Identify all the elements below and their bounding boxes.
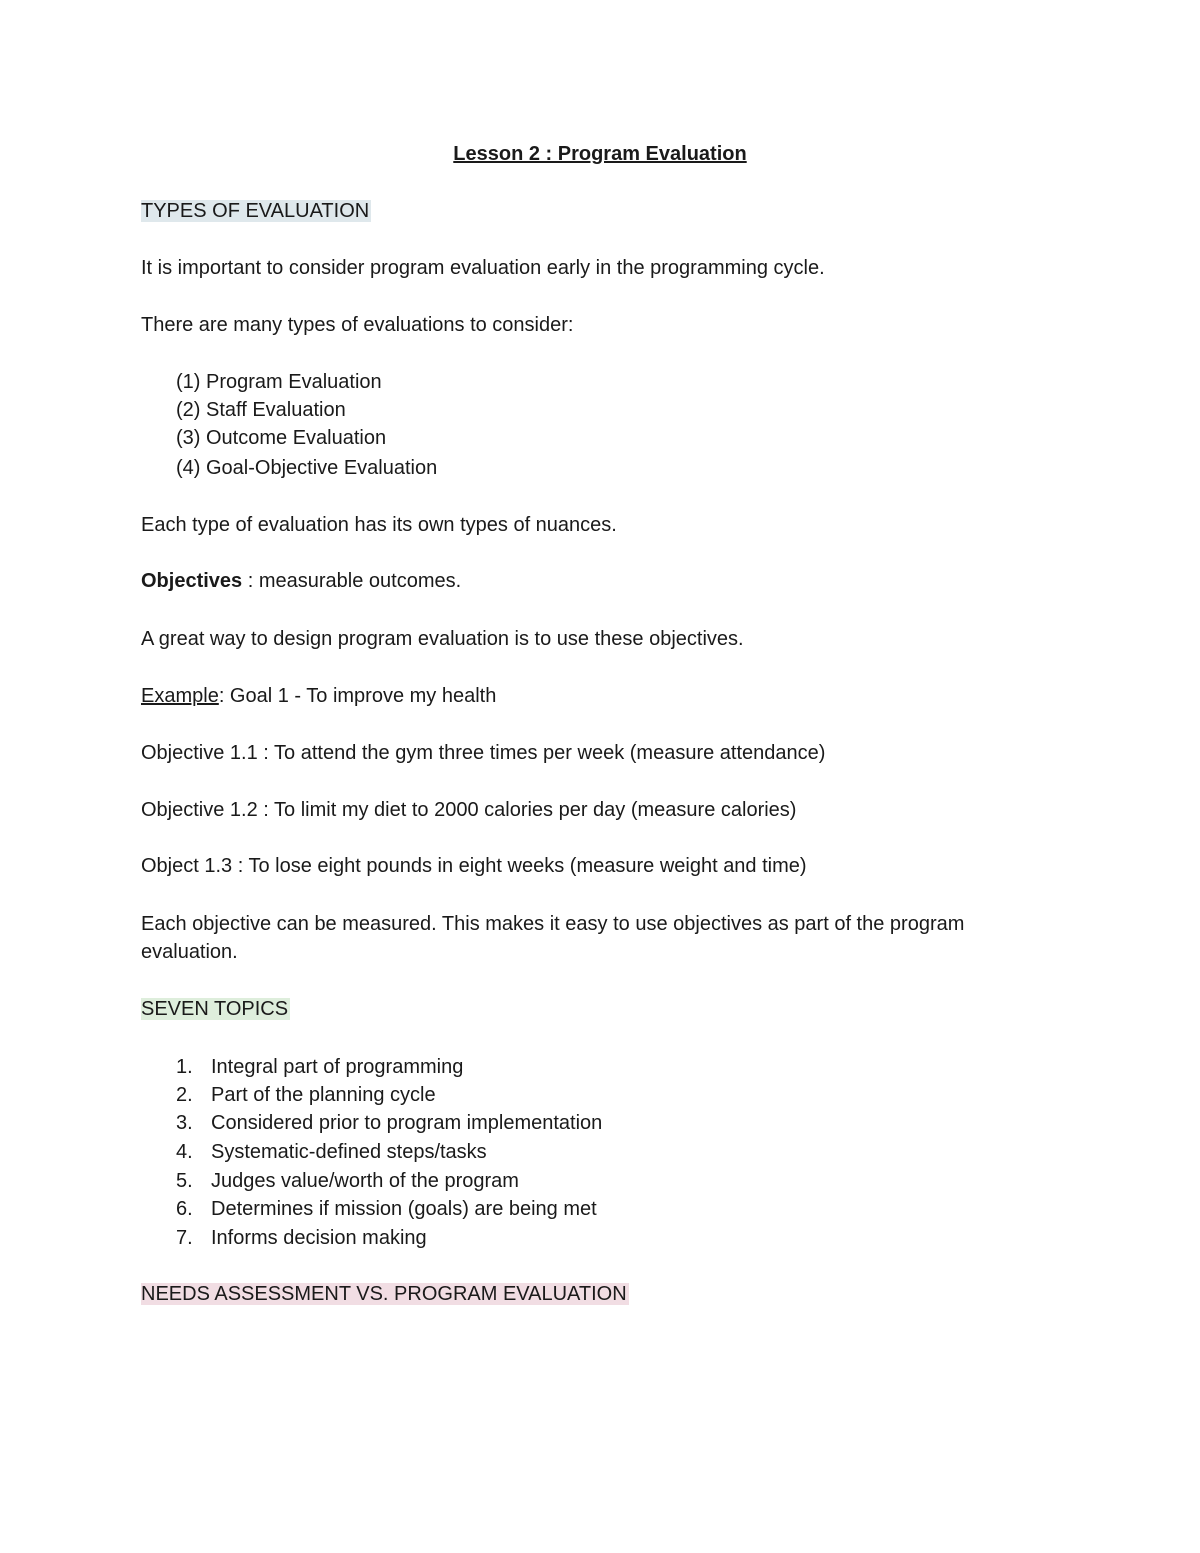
section-heading-needs-assessment: [141, 1280, 629, 1308]
topic-text: Systematic-defined steps/tasks: [211, 1141, 487, 1163]
paragraph-objectives-definition: [141, 567, 461, 595]
section-heading-needs-assessment-text: NEEDS ASSESSMENT VS. PROGRAM EVALUATION: [141, 1283, 627, 1305]
topic-item: [176, 1224, 427, 1252]
paragraph-nuances: Each type of evaluation has its own types of nuances.: [141, 514, 617, 536]
objective-1-3: Object 1.3 : To lose eight pounds in eight weeks (measure weight and time): [141, 855, 807, 877]
paragraph-measured-line2: evaluation.: [141, 941, 238, 963]
topic-number: 1.: [176, 1056, 193, 1078]
list-item-type-2: (2) Staff Evaluation: [176, 399, 346, 421]
list-item-type-3: (3) Outcome Evaluation: [176, 427, 387, 449]
list-item-type-4: (4) Goal-Objective Evaluation: [176, 457, 438, 479]
document-title: Lesson 2 : Program Evaluation: [453, 143, 747, 165]
list-item-type-1: (1) Program Evaluation: [176, 371, 382, 393]
topic-text: Informs decision making: [211, 1227, 427, 1249]
objectives-definition: : measurable outcomes.: [242, 570, 462, 592]
section-heading-seven-topics: [141, 995, 290, 1023]
paragraph-example: [141, 682, 496, 710]
topic-number: 7.: [176, 1227, 193, 1249]
paragraph-types-lead: There are many types of evaluations to consider:: [141, 314, 574, 336]
objective-1-2: Objective 1.2 : To limit my diet to 2000 calories per day (measure calories): [141, 799, 797, 821]
paragraph-intro: It is important to consider program evaluation early in the programming cycle.: [141, 257, 825, 279]
topic-number: 4.: [176, 1141, 193, 1163]
topic-number: 2.: [176, 1084, 193, 1106]
topic-number: 5.: [176, 1170, 193, 1192]
topic-text: Part of the planning cycle: [211, 1084, 436, 1106]
paragraph-design: A great way to design program evaluation is to use these objectives.: [141, 628, 744, 650]
topic-item: [176, 1195, 597, 1223]
topic-item: [176, 1167, 519, 1195]
section-heading-seven-topics-text: SEVEN TOPICS: [141, 998, 289, 1020]
topic-number: 6.: [176, 1198, 193, 1220]
example-label: Example: [141, 685, 219, 707]
objective-1-1: Objective 1.1 : To attend the gym three times per week (measure attendance): [141, 742, 826, 764]
topic-text: Determines if mission (goals) are being met: [211, 1198, 597, 1220]
topic-text: Integral part of programming: [211, 1056, 464, 1078]
section-heading-types-text: TYPES OF EVALUATION: [141, 200, 370, 222]
paragraph-measured-line1: Each objective can be measured. This makes it easy to use objectives as part of the program: [141, 913, 965, 935]
topic-text: Judges value/worth of the program: [211, 1170, 519, 1192]
objectives-term: Objectives: [141, 570, 243, 592]
topic-number: 3.: [176, 1112, 193, 1134]
topic-text: Considered prior to program implementation: [211, 1112, 603, 1134]
topic-item: [176, 1109, 602, 1137]
topic-item: [176, 1138, 487, 1166]
example-text: : Goal 1 - To improve my health: [218, 685, 497, 707]
section-heading-types: [141, 197, 371, 225]
topic-item: [176, 1081, 436, 1109]
topic-item: [176, 1053, 463, 1081]
